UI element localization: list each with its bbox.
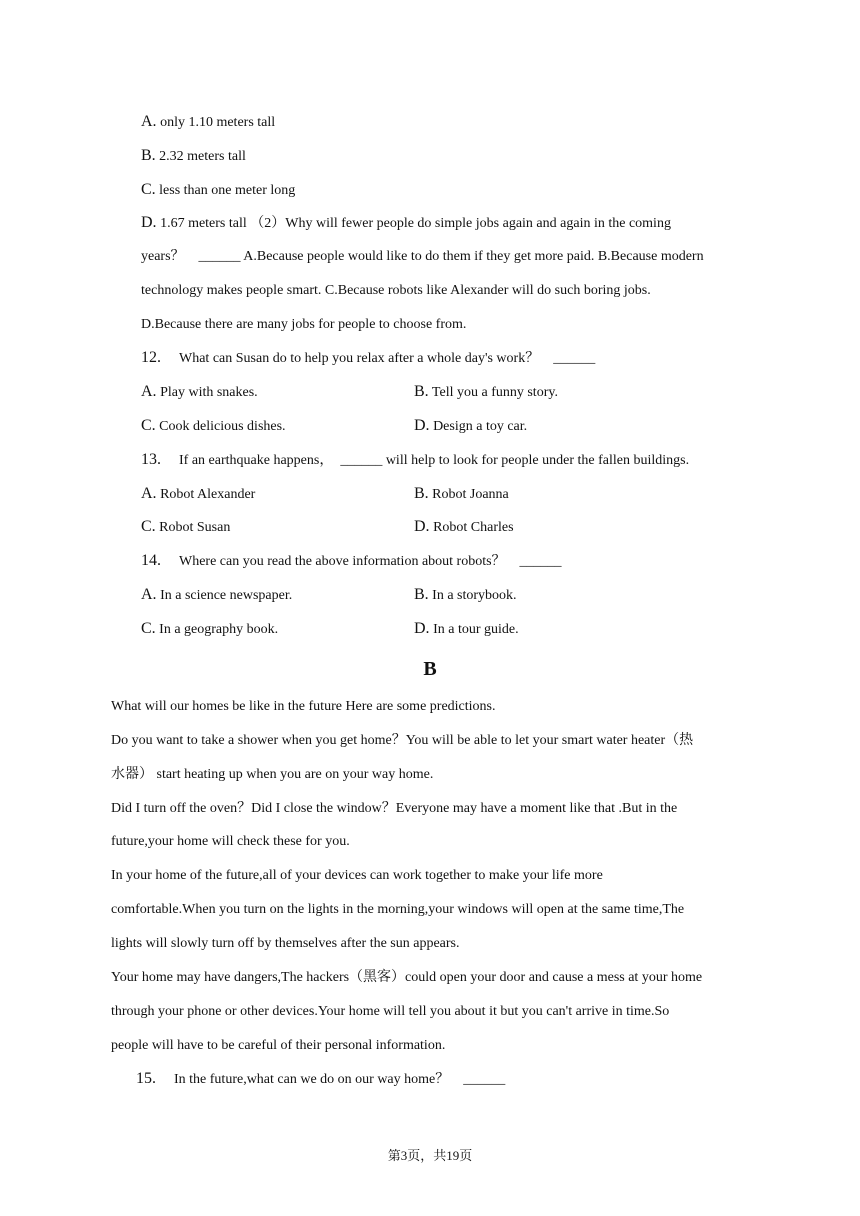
option-text: In a geography book. [155, 622, 279, 637]
q14-option-a [141, 585, 292, 606]
option-text: only 1.10 meters tall [156, 115, 276, 130]
option-letter: C. [141, 181, 156, 198]
option-text: In a storybook. [428, 588, 517, 603]
question-text: What can Susan do to help you relax after a whole day's work？ ______ [179, 351, 596, 366]
option-letter: B. [414, 383, 429, 400]
option-text: Robot Alexander [156, 487, 256, 502]
q13-option-d [414, 517, 514, 538]
option-text: 2.32 meters tall [155, 149, 246, 164]
q12-option-c [141, 416, 286, 437]
option-text: 1.67 meters tall （2）Why will fewer people do simple jobs again and again in the coming [156, 216, 671, 231]
question-text: Where can you read the above information about robots？ ______ [179, 554, 562, 569]
q14-option-c [141, 619, 278, 640]
option-letter: A. [141, 383, 157, 400]
question-number: 12. [141, 349, 161, 366]
question-12-stem [141, 348, 595, 369]
question-14-stem [141, 551, 562, 572]
option-text: Play with snakes. [156, 385, 258, 400]
option-text: Robot Joanna [428, 487, 509, 502]
passage-line: In your home of the future,all of your devices can work together to make your life more [111, 868, 603, 883]
option-letter: D. [414, 417, 430, 434]
q11-part2-line1: years？ ______ A.Because people would like to do them if they get more paid. B.Because modern [141, 249, 704, 264]
option-letter: C. [141, 620, 156, 637]
passage-line: 水器） start heating up when you are on your way home. [111, 767, 434, 782]
question-15-stem [136, 1069, 505, 1090]
q11-part2-line2: technology makes people smart. C.Because robots like Alexander will do such boring jobs. [141, 283, 651, 298]
question-number: 14. [141, 552, 161, 569]
passage-line: through your phone or other devices.Your home will tell you about it but you can't arrive in time.So [111, 1004, 670, 1019]
section-b-heading: B [423, 658, 437, 680]
passage-line: Did I turn off the oven？Did I close the window？Everyone may have a moment like that .But in the [111, 801, 678, 816]
passage-line: Do you want to take a shower when you get home？You will be able to let your smart water heater（热 [111, 733, 694, 748]
option-letter: A. [141, 113, 157, 130]
passage-line: What will our homes be like in the future Here are some predictions. [111, 699, 496, 714]
option-letter: A. [141, 586, 157, 603]
option-text: In a science newspaper. [156, 588, 293, 603]
q12-option-d [414, 416, 527, 437]
q11-option-a [141, 112, 275, 133]
q13-option-c [141, 517, 230, 538]
question-number: 13. [141, 451, 161, 468]
q11-part2-line3: D.Because there are many jobs for people to choose from. [141, 317, 467, 332]
q13-option-a [141, 484, 255, 505]
option-letter: A. [141, 485, 157, 502]
passage-line: comfortable.When you turn on the lights in the morning,your windows will open at the same time,The [111, 902, 685, 917]
option-text: Design a toy car. [429, 419, 528, 434]
question-number: 15. [136, 1070, 156, 1087]
option-letter: C. [141, 417, 156, 434]
q11-option-d [141, 213, 671, 234]
question-text: In the future,what can we do on our way home？ ______ [174, 1072, 506, 1087]
option-text: Tell you a funny story. [428, 385, 558, 400]
option-text: Robot Charles [429, 520, 514, 535]
option-letter: D. [414, 518, 430, 535]
question-text: If an earthquake happens， ______ will help to look for people under the fallen buildings. [179, 453, 690, 468]
option-letter: D. [141, 214, 157, 231]
q14-option-d [414, 619, 519, 640]
q12-option-a [141, 382, 258, 403]
passage-line: Your home may have dangers,The hackers（黑客）could open your door and cause a mess at your home [111, 970, 703, 985]
passage-line: people will have to be careful of their personal information. [111, 1038, 446, 1053]
option-text: Robot Susan [155, 520, 231, 535]
q12-option-b [414, 382, 558, 403]
option-text: less than one meter long [155, 183, 296, 198]
option-letter: B. [141, 147, 156, 164]
q11-option-c [141, 180, 295, 201]
option-letter: B. [414, 586, 429, 603]
q13-option-b [414, 484, 509, 505]
q14-option-b [414, 585, 517, 606]
passage-line: lights will slowly turn off by themselves after the sun appears. [111, 936, 460, 951]
option-letter: D. [414, 620, 430, 637]
question-13-stem [141, 450, 689, 471]
page-footer: 第3页，共19页 [387, 1148, 473, 1163]
option-letter: B. [414, 485, 429, 502]
option-text: Cook delicious dishes. [155, 419, 286, 434]
option-letter: C. [141, 518, 156, 535]
q11-option-b [141, 146, 246, 167]
passage-line: future,your home will check these for you. [111, 834, 350, 849]
option-text: In a tour guide. [429, 622, 519, 637]
